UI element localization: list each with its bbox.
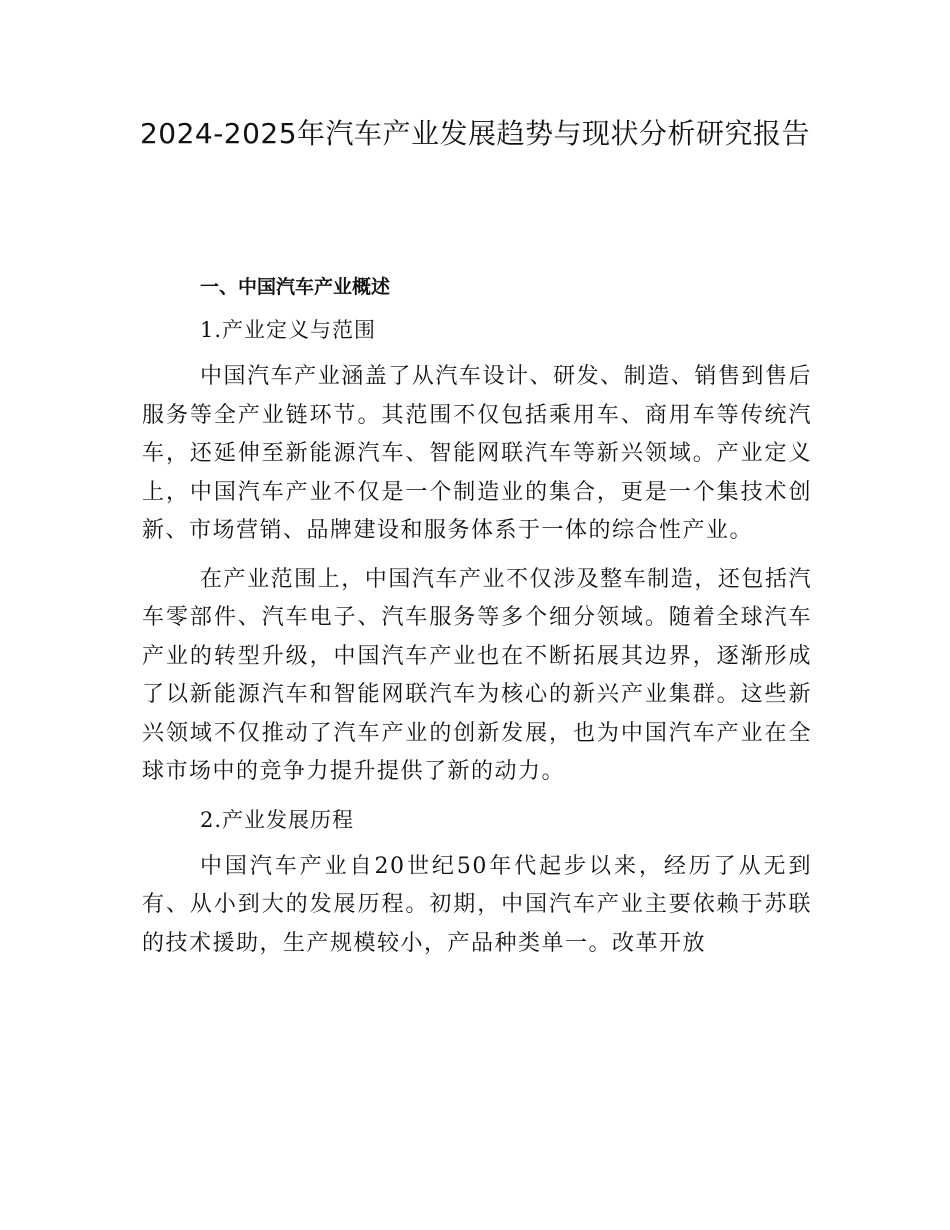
paragraph-history-1: 中国汽车产业自20世纪50年代起步以来，经历了从无到有、从小到大的发展历程。初期，中国汽车产业主要依赖于苏联的技术援助，生产规模较小，产品种类单一。改革开放 bbox=[142, 853, 812, 956]
paragraph-definition-1: 中国汽车产业涵盖了从汽车设计、研发、制造、销售到售后服务等全产业链环节。其范围不仅包括乘用车、商用车等传统汽车，还延伸至新能源汽车、智能网联汽车等新兴领域。产业定义上，中国汽车产业不仅是一个制造业的集合，更是一个集技术创新、市场营销、品牌建设和服务体系于一体的综合性产业。 bbox=[142, 364, 812, 543]
section-heading: 一、中国汽车产业概述 bbox=[200, 276, 391, 298]
document-title: 2024-2025年汽车产业发展趋势与现状分析研究报告 bbox=[139, 117, 811, 150]
paragraph-definition-2: 在产业范围上，中国汽车产业不仅涉及整车制造，还包括汽车零部件、汽车电子、汽车服务等多个细分领域。随着全球汽车产业的转型升级，中国汽车产业也在不断拓展其边界，逐渐形成了以新能源汽车和智能网联汽车为核心的新兴产业集群。这些新兴领域不仅推动了汽车产业的创新发展，也为中国汽车产业在全球市场中的竞争力提升提供了新的动力。 bbox=[142, 566, 812, 784]
subsection-heading-definition: 1.产业定义与范围 bbox=[200, 318, 377, 342]
subsection-heading-history: 2.产业发展历程 bbox=[200, 807, 355, 832]
document-body bbox=[142, 312, 812, 973]
